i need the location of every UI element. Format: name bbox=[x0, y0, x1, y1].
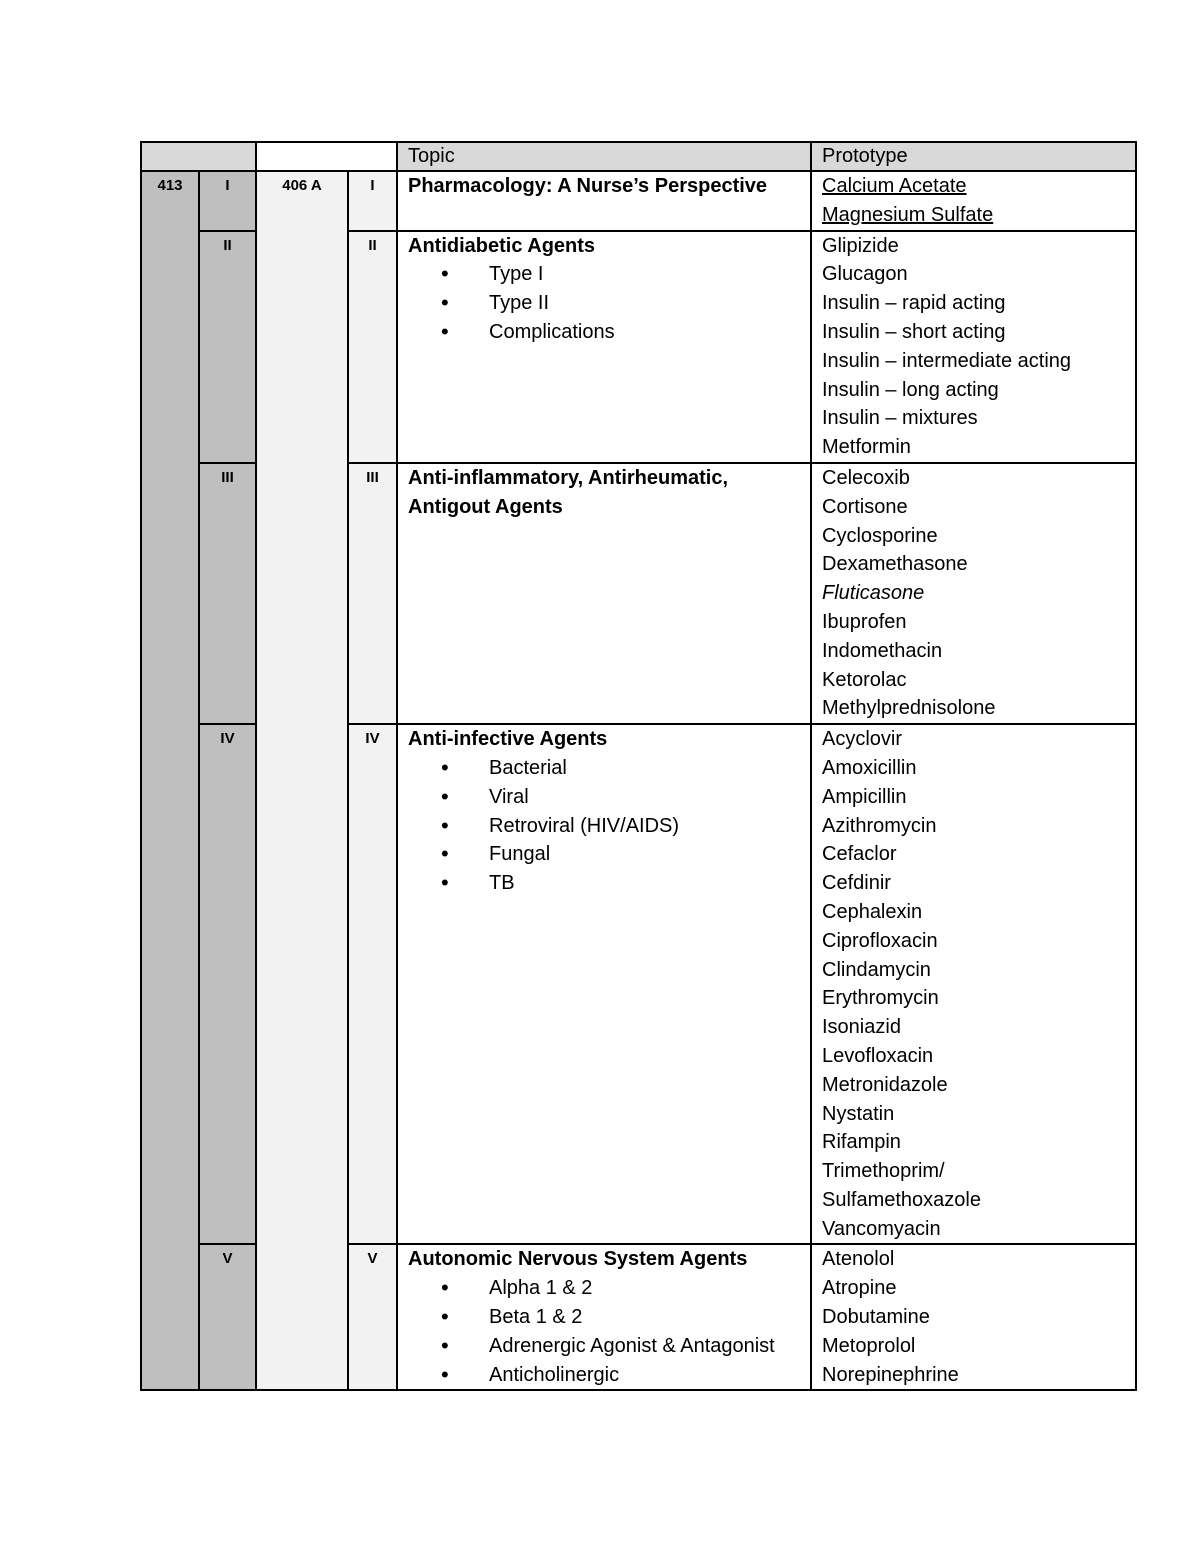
prototype-item: Norepinephrine bbox=[822, 1363, 959, 1386]
prototype-item: Ketorolac bbox=[822, 668, 907, 691]
unit-number-413: III bbox=[199, 463, 256, 724]
prototype-item: Calcium Acetate bbox=[822, 175, 967, 197]
topic-cell bbox=[397, 724, 811, 1244]
unit-number-406: IV bbox=[348, 724, 397, 1244]
topic-bullet: • Type I bbox=[408, 260, 810, 289]
unit-number-413: V bbox=[199, 1244, 256, 1390]
topic-cell bbox=[397, 171, 811, 231]
prototype-item: Insulin – long acting bbox=[822, 378, 999, 401]
prototype-item: Glipizide bbox=[822, 234, 899, 257]
prototype-cell bbox=[811, 463, 1136, 724]
topic-bullet: • Complications bbox=[408, 318, 810, 347]
prototype-item: Fluticasone bbox=[822, 582, 925, 605]
prototype-item: Celecoxib bbox=[822, 466, 910, 489]
prototype-item: Clindamycin bbox=[822, 958, 931, 981]
topic-title: Anti-infective Agents bbox=[408, 728, 608, 751]
prototype-item: Cefdinir bbox=[822, 872, 891, 895]
prototype-item: Ciprofloxacin bbox=[822, 929, 938, 952]
topic-bullet: • TB bbox=[408, 869, 810, 898]
topic-title: Autonomic Nervous System Agents bbox=[408, 1248, 748, 1271]
prototype-item: Atropine bbox=[822, 1277, 897, 1300]
unit-number-406: V bbox=[348, 1244, 397, 1390]
prototype-item: Ibuprofen bbox=[822, 610, 907, 633]
prototype-item: Isoniazid bbox=[822, 1016, 901, 1039]
prototype-item: Cefaclor bbox=[822, 843, 897, 866]
unit-number-406: II bbox=[348, 231, 397, 463]
prototype-cell bbox=[811, 231, 1136, 463]
unit-number-406: III bbox=[348, 463, 397, 724]
prototype-item: Ampicillin bbox=[822, 785, 907, 808]
prototype-item: Magnesium Sulfate bbox=[822, 203, 994, 226]
topic-bullet: • Beta 1 & 2 bbox=[408, 1303, 810, 1332]
prototype-item: Sulfamethoxazole bbox=[822, 1188, 981, 1211]
prototype-item: Dobutamine bbox=[822, 1306, 930, 1329]
topic-bullet: • Bacterial bbox=[408, 754, 810, 783]
unit-number-413: II bbox=[199, 231, 256, 463]
course-406-cell: 406 A bbox=[256, 171, 348, 1390]
prototype-item: Azithromycin bbox=[822, 814, 937, 837]
topic-bullet-list bbox=[408, 1274, 810, 1389]
topic-bullet: • Retroviral (HIV/AIDS) bbox=[408, 812, 810, 841]
prototype-cell bbox=[811, 1244, 1136, 1390]
topic-bullet: • Adrenergic Agonist & Antagonist bbox=[408, 1332, 810, 1361]
prototype-cell bbox=[811, 724, 1136, 1244]
prototype-item: Metoprolol bbox=[822, 1334, 916, 1357]
unit-row bbox=[141, 171, 1136, 231]
topic-title-line: Antigout Agents bbox=[408, 495, 563, 518]
topic-bullet: • Type II bbox=[408, 289, 810, 318]
topic-bullet: • Alpha 1 & 2 bbox=[408, 1274, 810, 1303]
prototype-item: Nystatin bbox=[822, 1102, 895, 1125]
unit-number-413: IV bbox=[199, 724, 256, 1244]
topic-cell bbox=[397, 231, 811, 463]
unit-number-406: I bbox=[348, 171, 397, 231]
unit-number-413: I bbox=[199, 171, 256, 231]
prototype-item: Methylprednisolone bbox=[822, 697, 996, 720]
header-413-blank bbox=[141, 142, 256, 171]
curriculum-table bbox=[140, 141, 1137, 1391]
header-406-blank bbox=[256, 142, 397, 171]
prototype-item: Rifampin bbox=[822, 1131, 901, 1154]
topic-bullet-list bbox=[408, 260, 810, 346]
topic-title: Antidiabetic Agents bbox=[408, 234, 596, 257]
prototype-item: Indomethacin bbox=[822, 639, 943, 662]
prototype-item: Erythromycin bbox=[822, 987, 939, 1010]
prototype-item: Cyclosporine bbox=[822, 524, 938, 547]
prototype-item: Trimethoprim/ bbox=[822, 1160, 945, 1183]
prototype-item: Amoxicillin bbox=[822, 756, 917, 779]
prototype-item: Insulin – mixtures bbox=[822, 407, 978, 430]
prototype-item: Acyclovir bbox=[822, 728, 903, 751]
prototype-item: Insulin – intermediate acting bbox=[822, 349, 1072, 372]
topic-bullet: • Anticholinergic bbox=[408, 1361, 810, 1390]
prototype-cell bbox=[811, 171, 1136, 231]
prototype-item: Vancomyacin bbox=[822, 1217, 941, 1240]
prototype-item: Cortisone bbox=[822, 495, 908, 518]
prototype-header: Prototype bbox=[811, 142, 1136, 171]
topic-bullet: • Viral bbox=[408, 783, 810, 812]
topic-bullet-list bbox=[408, 754, 810, 898]
topic-bullet: • Fungal bbox=[408, 840, 810, 869]
topic-cell bbox=[397, 1244, 811, 1390]
header-row bbox=[141, 142, 1136, 171]
course-413-cell: 413 bbox=[141, 171, 199, 1390]
prototype-item: Atenolol bbox=[822, 1248, 895, 1271]
topic-header: Topic bbox=[397, 142, 811, 171]
prototype-item: Dexamethasone bbox=[822, 553, 968, 576]
topic-title: Pharmacology: A Nurse’s Perspective bbox=[408, 175, 768, 197]
prototype-item: Insulin – short acting bbox=[822, 320, 1006, 343]
prototype-item: Metformin bbox=[822, 436, 911, 459]
prototype-item: Cephalexin bbox=[822, 900, 923, 923]
prototype-item: Insulin – rapid acting bbox=[822, 292, 1006, 315]
topic-cell bbox=[397, 463, 811, 724]
prototype-item: Metronidazole bbox=[822, 1073, 948, 1096]
prototype-item: Levofloxacin bbox=[822, 1044, 934, 1067]
prototype-item: Glucagon bbox=[822, 263, 908, 286]
topic-title-line: Anti-inflammatory, Antirheumatic, bbox=[408, 466, 729, 489]
